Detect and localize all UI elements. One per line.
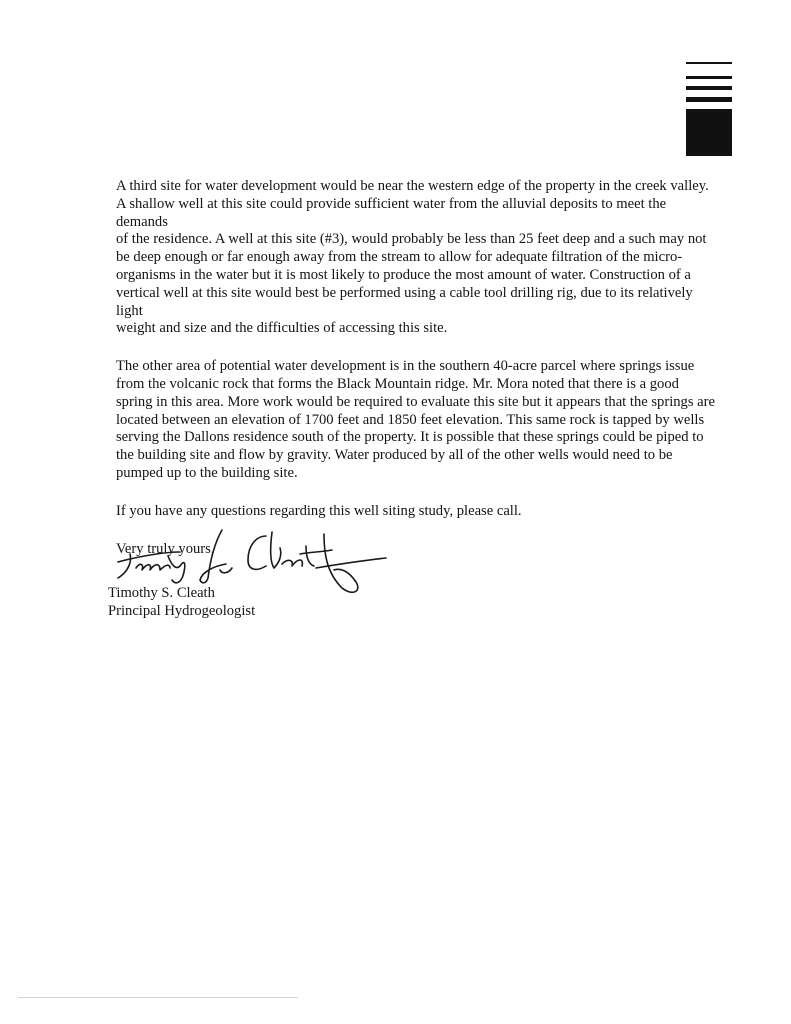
- registration-bar: [686, 97, 732, 102]
- letter-body: [116, 178, 716, 558]
- closing-question: If you have any questions regarding this well siting study, please call.: [116, 502, 522, 519]
- salutation: Very truly yours,: [116, 540, 215, 557]
- registration-bar: [686, 86, 732, 90]
- registration-bar: [686, 76, 732, 79]
- registration-block: [686, 109, 732, 156]
- scan-artifact-line: [18, 997, 298, 998]
- paragraph-springs: The other area of potential water development is in the southern 40-acre parcel where springs issue from the volcanic rock that forms the Black Mountain ridge. Mr. Mora noted that there is a good spring in this area. More work would be required to evaluate this site but it appears that the springs are located between an elevation of 1700 feet and 1850 feet elevation. This same rock is tapped by wells serving the Dallons residence south of the property. It is possible that these springs could be piped to the building site and flow by gravity. Water produced by all of the other wells would need to be pumped up to the building site.: [116, 358, 715, 481]
- signatory-title: Principal Hydrogeologist: [108, 603, 256, 619]
- page-registration-mark: [686, 62, 732, 156]
- paragraph-third-site: A third site for water development would be near the western edge of the property in the creek valley. A shallow well at this site could provide sufficient water from the alluvial deposits to meet the demands of the residence. A well at this site (#3), would probably be less than 25 feet deep and a such may not be deep enough or far enough away from the stream to allow for adequate filtration of the micro- organisms in the water but it is most likely to produce the most amount of water. Construction of a vertical well at this site would best be performed using a cable tool drilling rig, due to its relatively light weight and size and the difficulties of accessing this site.: [116, 178, 709, 337]
- signatory-name: Timothy S. Cleath: [108, 585, 215, 601]
- registration-bar: [686, 62, 732, 64]
